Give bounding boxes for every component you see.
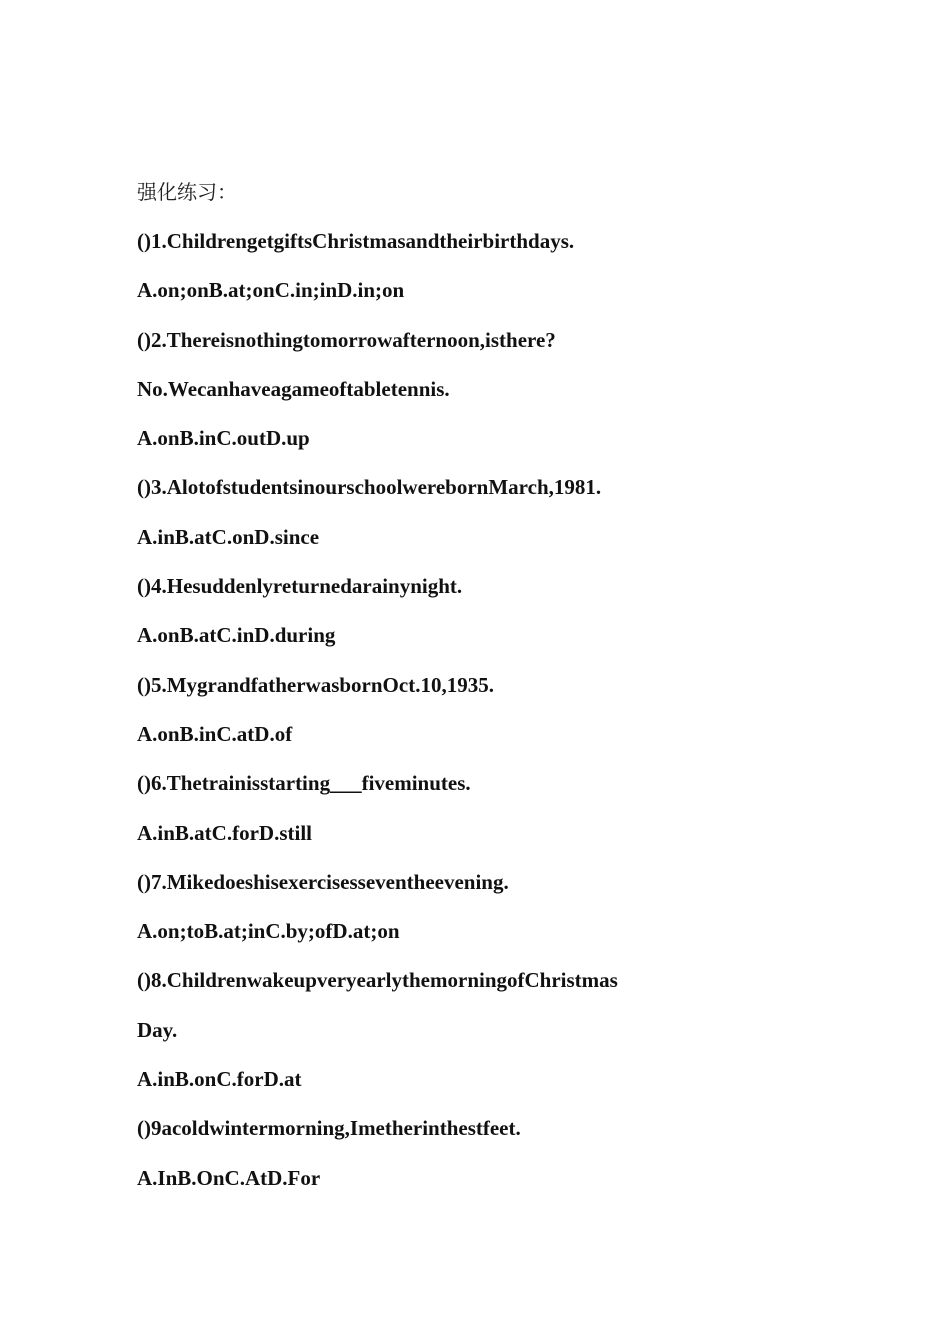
question-2: ()2.Thereisnothingtomorrowafternoon,isthere? [137, 327, 556, 352]
question-9-options: A.InB.OnC.AtD.For [137, 1165, 321, 1190]
question-6: ()6.Thetrainisstarting___fiveminutes. [137, 771, 471, 796]
question-1-options: A.on;onB.at;onC.in;inD.in;on [137, 278, 405, 303]
question-2-reply: No.Wecanhaveagameoftabletennis. [137, 376, 450, 401]
exercise-content [137, 176, 897, 1211]
question-2-options: A.onB.inC.outD.up [137, 426, 310, 451]
question-1: ()1.ChildrengetgiftsChristmasandtheirbirthdays. [137, 229, 575, 253]
question-4-options: A.onB.atC.inD.during [137, 623, 336, 648]
question-5-options: A.onB.inC.atD.of [137, 721, 293, 746]
question-4: ()4.Hesuddenlyreturnedarainynight. [137, 574, 463, 599]
question-7-options: A.on;toB.at;inC.by;ofD.at;on [137, 919, 400, 944]
question-8-continued: Day. [137, 1017, 178, 1042]
question-3-options: A.inB.atC.onD.since [137, 524, 320, 549]
question-7: ()7.Mikedoeshisexercisesseventheevening. [137, 869, 509, 894]
question-3: ()3.AlotofstudentsinourschoolwerebornMarch,1981. [137, 475, 602, 500]
question-8-options: A.inB.onC.forD.at [137, 1067, 302, 1092]
question-6-options: A.inB.atC.forD.still [137, 820, 312, 845]
question-9: ()9acoldwintermorning,Imetherinthestfeet. [137, 1116, 521, 1141]
section-heading: 强化练习： [137, 180, 237, 204]
question-5: ()5.MygrandfatherwasbornOct.10,1935. [137, 672, 494, 697]
question-8: ()8.ChildrenwakeupveryearlythemorningofChristmas [137, 968, 618, 993]
